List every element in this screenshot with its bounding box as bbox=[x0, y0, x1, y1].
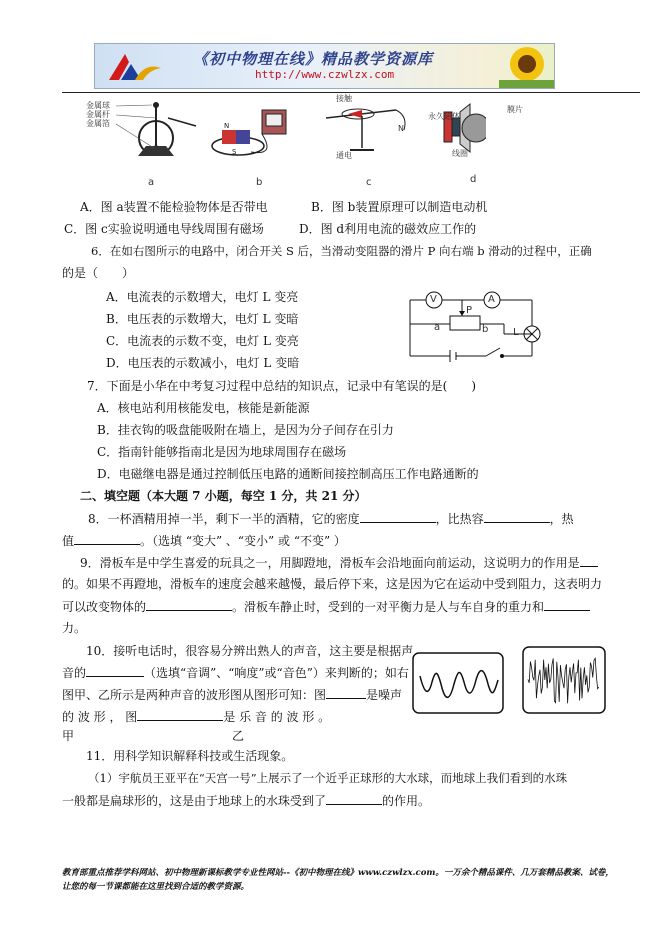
q9-line4: 力。 bbox=[62, 621, 87, 635]
q6-option-c: C．电流表的示数不变，电灯 L 变亮 bbox=[106, 334, 299, 348]
q5-option-a: A．图 a装置不能检验物体是否带电 bbox=[80, 200, 268, 214]
q9-blank-3[interactable] bbox=[544, 598, 590, 611]
q7-stem: 7．下面是小华在中考复习过程中总结的知识点，记录中有笔误的是( ) bbox=[87, 379, 477, 393]
q6-option-b: B．电压表的示数增大，电灯 L 变暗 bbox=[106, 312, 299, 326]
q6-option-d: D．电压表的示数减小，电灯 L 变暗 bbox=[106, 356, 300, 370]
label-metal-rod: 金属杆 bbox=[86, 110, 110, 119]
label-metal-foil: 金属箔 bbox=[86, 119, 110, 128]
banner-title: 《初中物理在线》精品教学资源库 bbox=[193, 50, 434, 68]
q10-label-jia: 甲 bbox=[62, 729, 75, 743]
q8-blank-heat-value[interactable] bbox=[74, 532, 140, 545]
label-coil: 线圈 bbox=[452, 149, 468, 158]
q9-blank-1[interactable] bbox=[580, 554, 598, 567]
q10-blank-3[interactable] bbox=[137, 708, 223, 721]
q11-sub1-line1: （1）宇航员王亚平在“天宫一号”上展示了一个近乎正球形的大水球，而地球上我们看到的水珠 bbox=[88, 771, 568, 785]
q10-label-yi: 乙 bbox=[232, 729, 245, 743]
q6-stem-2: 的是（ ） bbox=[62, 266, 135, 280]
banner-url: http://www.czwlzx.com bbox=[255, 68, 395, 81]
q5-option-d: D．图 d利用电流的磁效应工作的 bbox=[299, 222, 477, 236]
slider-arrow-icon bbox=[459, 311, 465, 316]
oersted-experiment-icon bbox=[326, 109, 405, 150]
q8-line1: 8．一杯酒精用掉一半，剩下一半的酒精，它的密度 ，比热容 ，热 bbox=[88, 512, 574, 526]
q5-option-b: B．图 b装置原理可以制造电动机 bbox=[311, 200, 488, 214]
q9-line2: 的。如果不再蹬地，滑板车的速度会越来越慢，最后停下来，这是因为它在运动中受到阻力，这表明力 bbox=[62, 577, 603, 591]
q8-blank-density[interactable] bbox=[360, 510, 436, 523]
q10-line2: 音的 （选填“音调”、“响度”或“音色”）来判断的；如右 bbox=[62, 666, 409, 680]
figures-abcd bbox=[86, 96, 486, 176]
circuit-end-a: a bbox=[434, 322, 441, 333]
svg-text:S: S bbox=[232, 148, 237, 156]
q9-blank-2[interactable] bbox=[146, 598, 232, 611]
label-permanent-magnet: 永久磁体 bbox=[428, 112, 460, 121]
electroscope-icon bbox=[116, 102, 196, 156]
q11-blank-1[interactable] bbox=[326, 792, 382, 805]
circuit-end-b: b bbox=[482, 324, 489, 335]
caption-b: b bbox=[256, 177, 263, 188]
q9-line1: 9．滑板车是中学生喜爱的玩具之一，用脚蹬地，滑板车会沿地面向前运动，这说明力的作用是 bbox=[80, 554, 598, 571]
q10-blank-2[interactable] bbox=[326, 686, 366, 699]
q5-option-c: C．图 c实验说明通电导线周围有磁场 bbox=[64, 222, 264, 236]
circuit-slider-p: P bbox=[466, 305, 473, 316]
logo-icon bbox=[101, 48, 181, 84]
q10-line3: 图甲、乙所示是两种声音的波形图从图形可知：图 是噪声 bbox=[62, 688, 403, 702]
label-metal-ball: 金属球 bbox=[86, 101, 110, 110]
q7-option-b: B．挂衣钩的吸盘能吸附在墙上，是因为分子间存在引力 bbox=[97, 423, 394, 437]
q7-option-c: C．指南针能够指南北是因为地球周围存在磁场 bbox=[97, 445, 347, 459]
motor-icon bbox=[212, 110, 286, 156]
label-north: N bbox=[398, 124, 404, 133]
caption-c: c bbox=[366, 177, 372, 188]
sunflower-icon bbox=[499, 44, 554, 88]
q10-line1: 10．接听电话时，很容易分辨出熟人的声音，这主要是根据声 bbox=[86, 644, 414, 658]
q8-line2: 值 。（选填 “变大” 、“变小” 或 “不变” ） bbox=[62, 534, 346, 548]
q9-line3: 可以改变物体的 。滑板车静止时，受到的一对平衡力是人与车自身的重力和 bbox=[62, 598, 590, 615]
circuit-ammeter: A bbox=[488, 294, 495, 305]
footer-note: 教育部重点推荐学科网站、初中物理新课标教学专业性网站--《初中物理在线》www.czwlzx.com。一万余个精品课件、几万套精品教案、试卷，让您的每一节课都能在这里找到合适的教学资源。 bbox=[62, 868, 614, 892]
caption-d: d bbox=[470, 174, 477, 185]
q8-blank-specific-heat[interactable] bbox=[484, 510, 550, 523]
circuit-voltmeter: V bbox=[430, 294, 437, 305]
label-contact: 接触 bbox=[336, 94, 352, 103]
caption-a: a bbox=[148, 177, 155, 188]
q10-blank-1[interactable] bbox=[86, 664, 144, 677]
q7-option-d: D．电磁继电器是通过控制低压电路的通断间接控制高压工作电路通断的 bbox=[97, 467, 479, 481]
q11-stem: 11．用科学知识解释科技或生活现象。 bbox=[86, 749, 294, 763]
q11-sub1-line2: 一般都是扁球形的，这是由于地球上的水珠受到了 的作用。 bbox=[62, 794, 431, 808]
section2-heading: 二、填空题（本大题 7 小题，每空 1 分，共 21 分） bbox=[80, 489, 367, 503]
circuit-lamp: L bbox=[513, 327, 519, 338]
q7-option-a: A．核电站利用核能发电，核能是新能源 bbox=[97, 401, 310, 415]
label-diaphragm: 膜片 bbox=[507, 105, 523, 114]
waveform-noise bbox=[522, 646, 606, 714]
svg-text:N: N bbox=[224, 122, 230, 130]
label-power-on: 通电 bbox=[336, 151, 352, 160]
q10-line4: 的 波 形 ， 图 是 乐 音 的 波 形 。 bbox=[62, 710, 331, 724]
circuit-diagram bbox=[404, 286, 554, 370]
header-banner bbox=[94, 43, 555, 89]
waveform-music bbox=[412, 652, 504, 714]
q6-option-a: A．电流表的示数增大，电灯 L 变亮 bbox=[106, 290, 299, 304]
q6-stem-1: 6．在如右图所示的电路中，闭合开关 S 后，当滑动变阻器的滑片 P 向右端 b 滑动的过程中，正确 bbox=[91, 244, 592, 258]
